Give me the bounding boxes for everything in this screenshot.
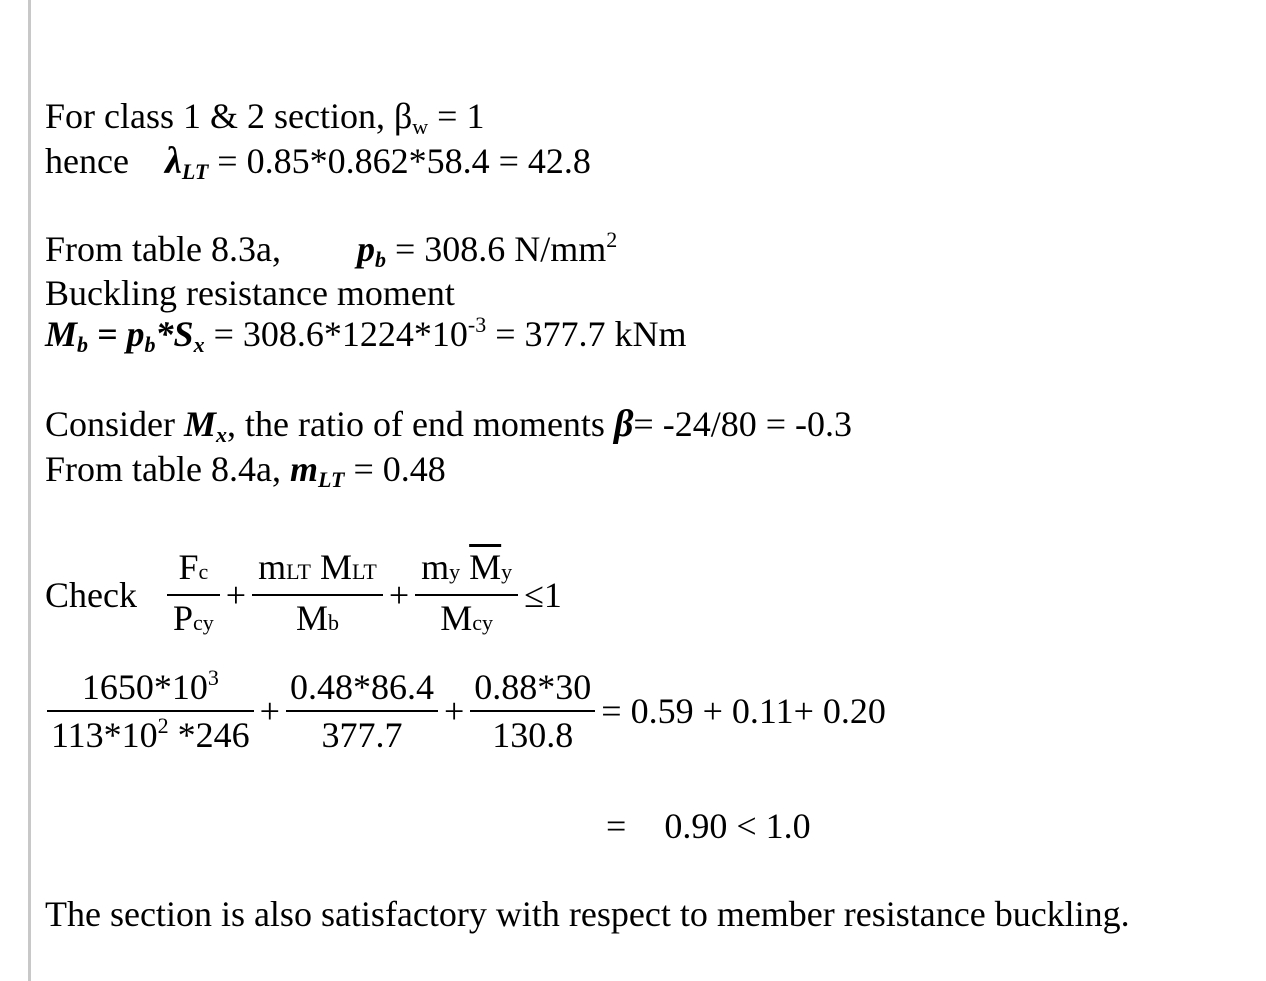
mb-equals: = [88,314,127,354]
axial-num-exp: 3 [207,665,219,690]
axial-fraction [47,664,254,758]
major-num: 0.48*86.4 [289,667,434,707]
pcy-symbol: P [172,598,193,638]
ratio-value: = -24/80 = -0.3 [633,404,852,444]
pb-value: = 308.6 N/mm [385,229,607,269]
mb-exponent: -3 [467,312,487,337]
mb-den-subscript: b [327,610,339,635]
my-moment-symbol: $\overline{M}$ [469,547,502,587]
conclusion-text: The section is also satisfactory with respect to member resistance buckling. [45,894,1130,934]
major-den: 377.7 [321,715,403,755]
lambda-lt-line [45,140,591,184]
mb-star: * [155,314,174,354]
plus-sign: + [388,575,410,615]
minor-den: 130.8 [492,715,574,755]
minor-num: 0.88*30 [474,667,592,707]
mlt-moment-subscript: LT [351,559,377,584]
beta-value: = 1 [428,96,485,136]
fc-over-pcy-fraction [167,545,220,645]
consider-line [45,403,852,447]
axial-den-b: *246 [168,715,250,755]
major-moment-fraction [286,664,438,758]
axial-den-a: 113*10 [51,715,158,755]
mlt-value: = 0.48 [344,449,446,489]
pb-exponent: 2 [606,227,618,252]
class-text: For class 1 & 2 section, β [45,96,413,136]
mx-subscript: x [216,422,228,447]
my-coef-symbol: m [421,547,450,587]
mb-symbol: M [45,314,78,354]
left-margin-rule [28,0,31,981]
axial-num: 1650*10 [81,667,208,707]
numeric-check [45,664,890,758]
mlt-coef-symbol: m [258,547,287,587]
pb-symbol: p [356,229,375,269]
pb-subscript: b [374,247,386,272]
beta-w-subscript: w [412,114,429,139]
beta-symbol: β [613,403,634,445]
mb-p-subscript: b [144,332,156,357]
my-coef-subscript: y [449,559,461,584]
mb-line [45,312,687,357]
mb-calc: = 308.6*1224*10 [204,314,468,354]
consider-text: Consider [45,404,184,444]
pcy-subscript: cy [193,610,214,635]
mb-p-symbol: p [126,314,145,354]
pb-line [45,227,618,272]
plus-sign: + [443,691,465,731]
mcy-subscript: cy [472,610,494,635]
result-line [606,806,811,846]
mb-result: = 377.7 kNm [486,314,687,354]
mlt-moment-symbol: M [319,547,352,587]
check-label: Check [45,575,137,615]
mcy-symbol: M [440,598,473,638]
table-84a-ref: From table 8.4a, [45,449,290,489]
less-equal-one: ≤1 [524,575,562,615]
mb-s-symbol: S [173,314,194,354]
check-formula [45,545,566,645]
mlt-coef-subscript: LT [286,559,311,584]
result-equals: = [606,806,627,846]
fc-subscript: c [198,559,209,584]
mlt-fraction [252,545,383,645]
hence-text: hence [45,141,129,181]
my-moment-subscript: y [501,559,513,584]
axial-den-exp: 2 [157,713,169,738]
mb-s-subscript: x [193,332,205,357]
mx-symbol: M [184,404,217,444]
lambda-symbol: λ [164,140,182,182]
sum-terms: = 0.59 + 0.11+ 0.20 [601,691,886,731]
ratio-text: , the ratio of end moments [227,404,614,444]
table-83a-ref: From table 8.3a, [45,229,281,269]
plus-sign: + [225,575,247,615]
mb-subscript: b [77,332,89,357]
fc-symbol: F [178,547,199,587]
class-section-line [45,96,485,139]
result-value: 0.90 < 1.0 [664,806,811,846]
minor-moment-fraction [470,664,595,758]
lambda-subscript: LT [181,159,209,184]
mlt-symbol: m [289,449,318,489]
mb-den-symbol: M [295,598,328,638]
mlt-subscript: LT [317,467,345,492]
my-fraction [415,545,518,645]
lambda-calc: = 0.85*0.862*58.4 = 42.8 [208,141,591,181]
mlt-line [45,449,446,492]
plus-sign: + [259,691,280,731]
moment-title: Buckling resistance moment [45,273,455,313]
